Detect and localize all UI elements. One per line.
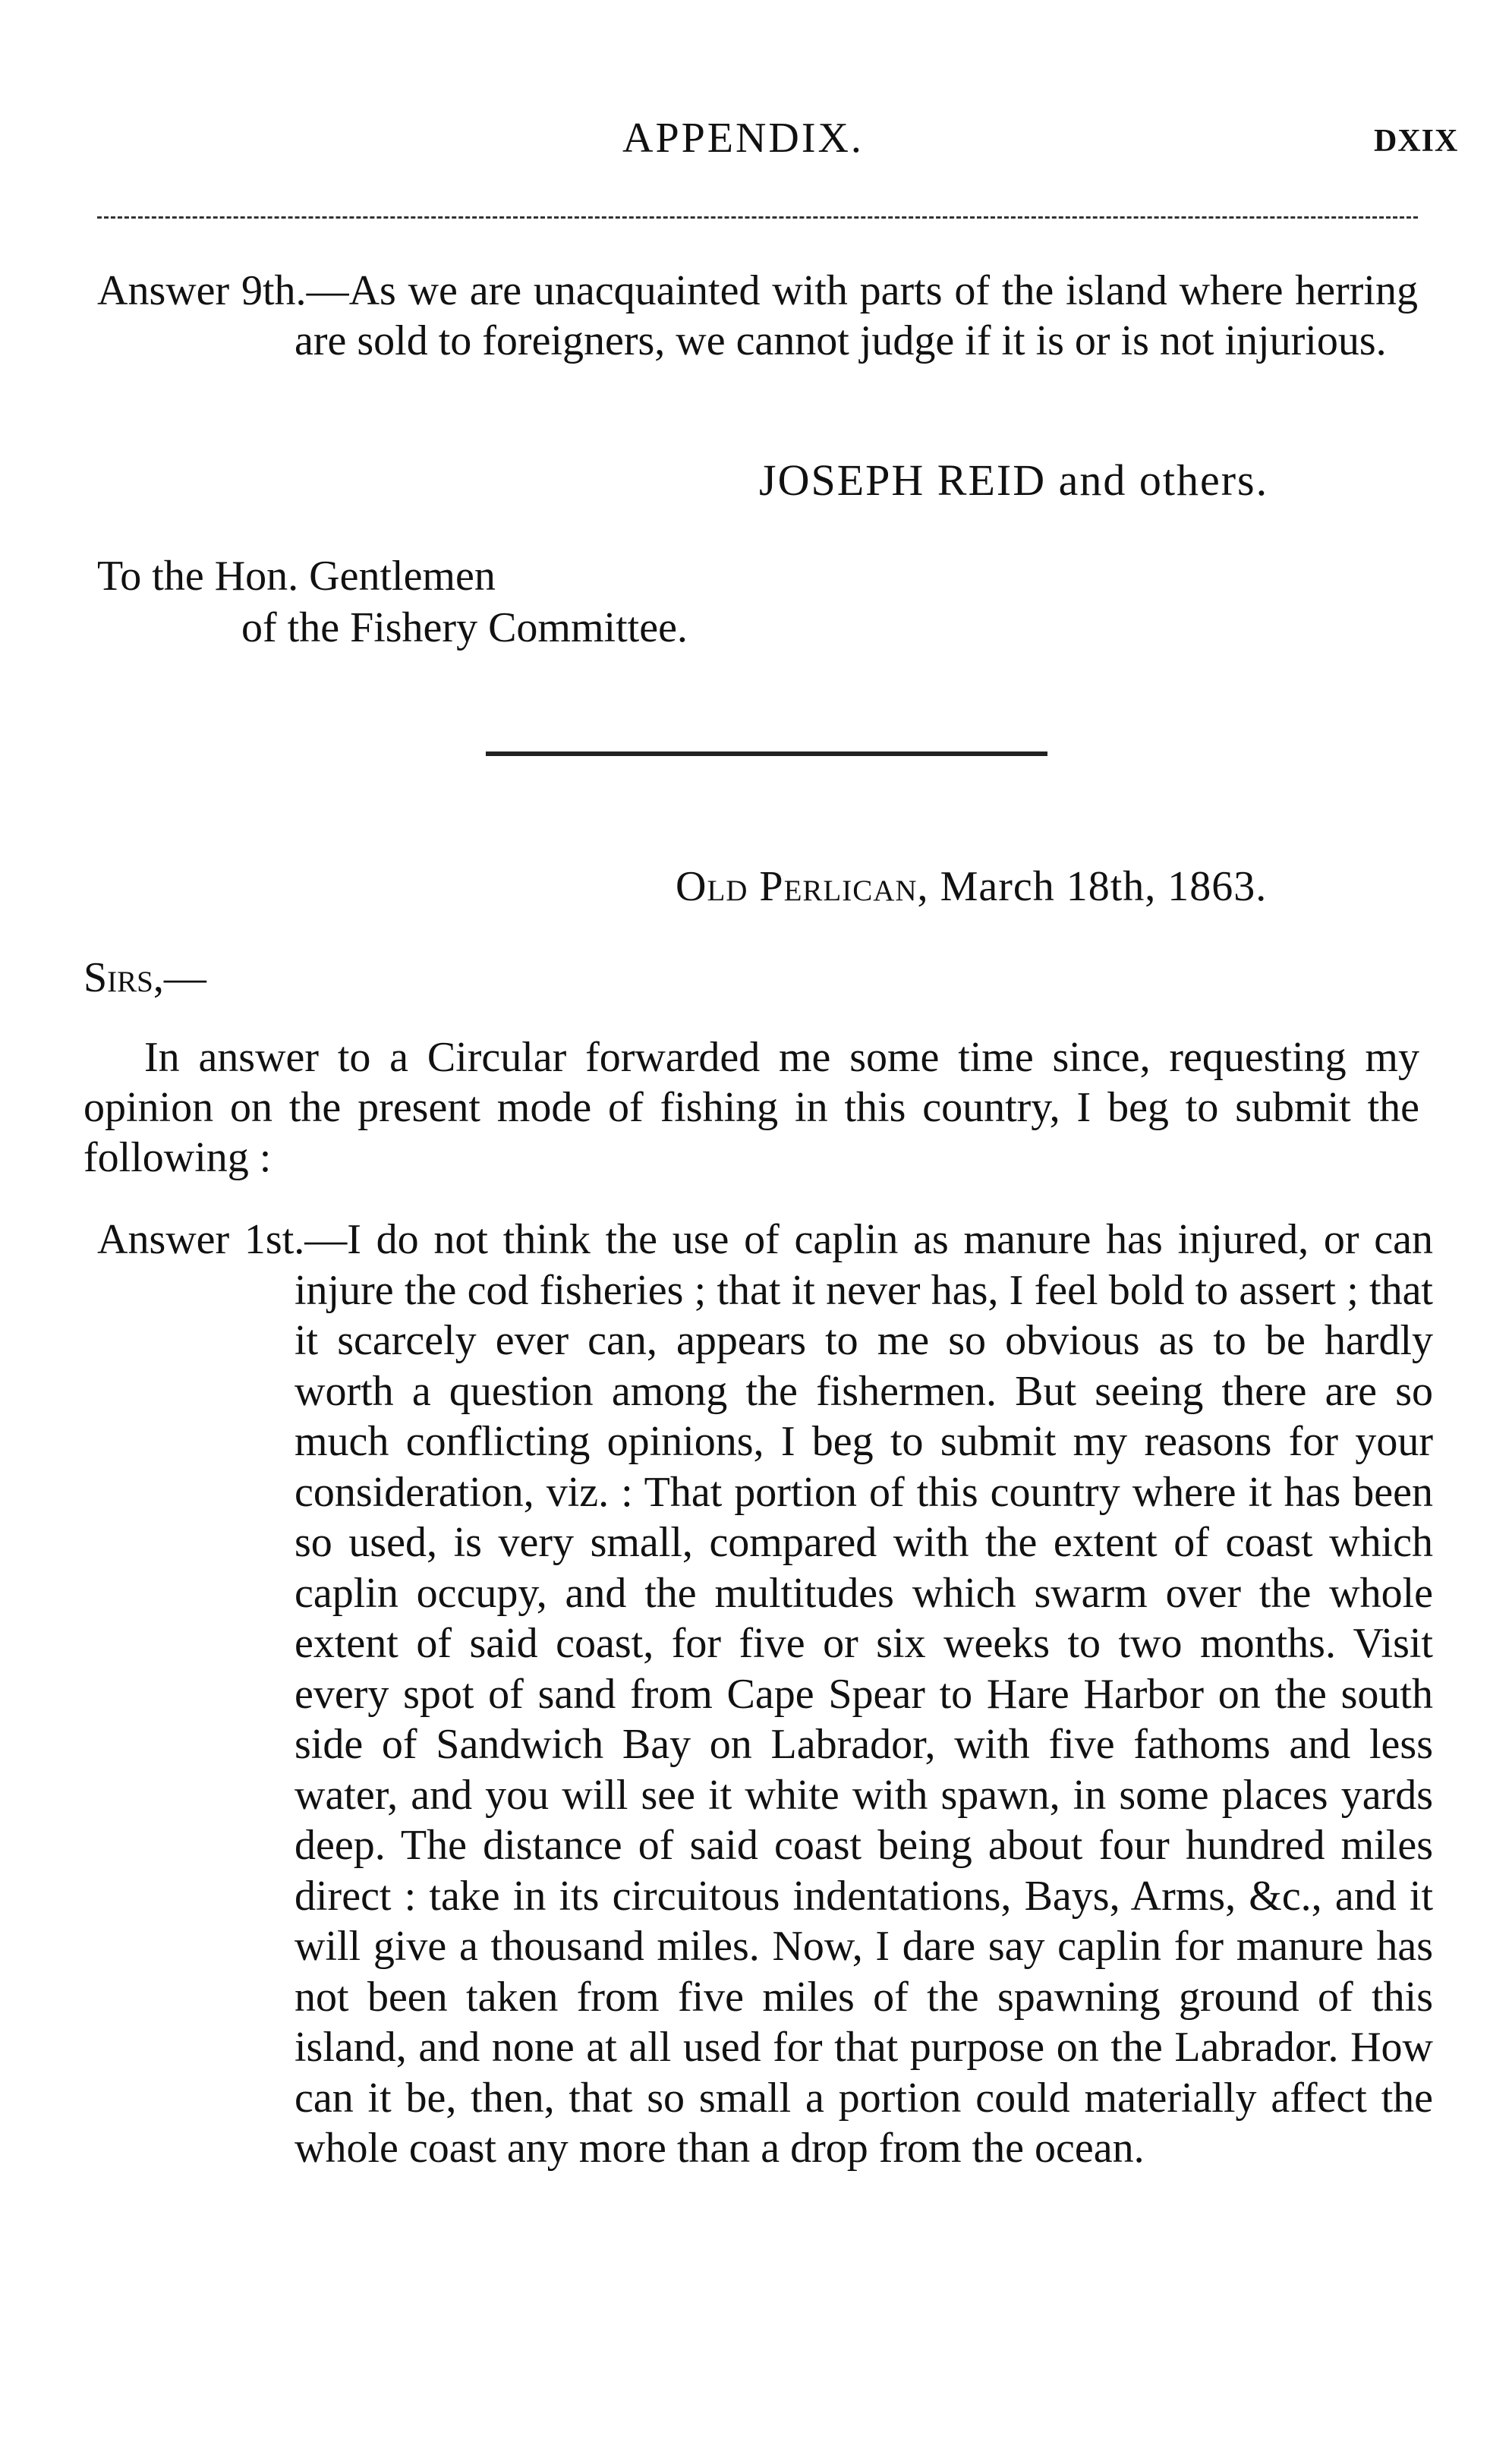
addressee: [97, 550, 688, 654]
signature: JOSEPH REID and others.: [759, 455, 1269, 505]
dateline-date: March 18th, 1863.: [940, 863, 1268, 910]
answer-9-label: Answer 9th.: [97, 267, 307, 314]
answer-9-paragraph: [97, 266, 1418, 366]
intro-paragraph: [83, 1032, 1419, 1183]
salutation: Sirs,—: [83, 954, 206, 1001]
header-rule: [97, 216, 1418, 219]
answer-1-paragraph: [97, 1215, 1433, 2174]
dateline: [676, 862, 1267, 912]
running-head: [0, 114, 1512, 175]
intro-text: In answer to a Circular forwarded me some time since, requesting my opinion on the present mode of fishing in this country, I beg to submit the following :: [83, 1034, 1419, 1181]
dateline-place: Old Perlican,: [676, 863, 929, 910]
answer-1-text: —I do not think the use of caplin as manure has injured, or can injure the cod fisheries ; that it never has, I feel bold to assert ; that it scarcely ever can, appears to me so obvious as to be hardly worth a question among the fishermen. But seeing there are so much conflicting opinions, I beg to submit my reasons for your consideration, viz. : That portion of this country where it has been so used, is very small, compared with the extent of coast which caplin occupy, and the multitudes which swarm over the whole extent of said coast, for five or six weeks to two months. Visit every spot of sand from Cape Spear to Hare Harbor on the south side of Sandwich Bay on Labrador, with five fathoms and less water, and you will see it white with spawn, in some places yards deep. The distance of said coast being about four hundred miles direct : take in its circuitous indentations, Bays, Arms, &c., and it will give a thousand miles. Now, I dare say caplin for manure has not been taken from five miles of the spawning ground of this island, and none at all used for that purpose on the Labrador. How can it be, then, that so small a portion could materially affect the whole coast any more than a drop from the ocean.: [295, 1216, 1434, 2172]
page-number: DXIX: [1374, 124, 1459, 159]
answer-1-label: Answer 1st.: [97, 1216, 305, 1263]
addressee-line-2: of the Fishery Committee.: [241, 604, 688, 651]
section-divider: [486, 751, 1047, 756]
running-title: APPENDIX.: [622, 115, 864, 162]
addressee-line-1: To the Hon. Gentlemen: [97, 553, 496, 600]
answer-9-text: —As we are unacquainted with parts of the island where herring are sold to foreigners, we cannot judge if it is or is not injurious.: [295, 267, 1418, 364]
